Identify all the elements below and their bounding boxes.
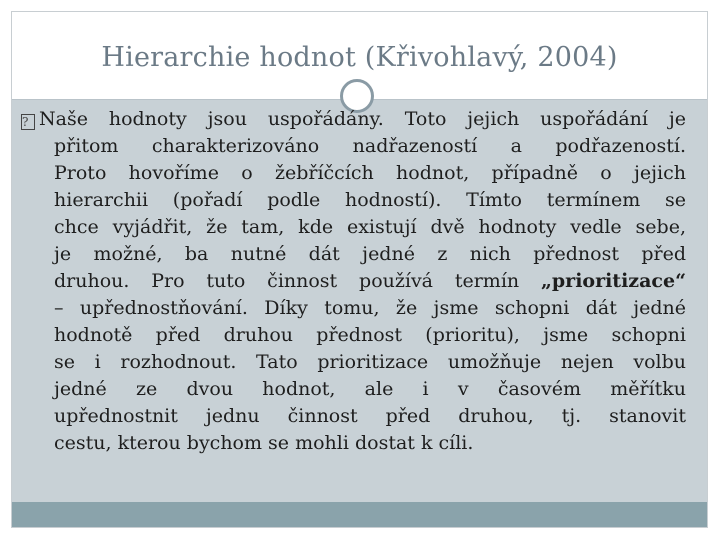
text-line: přitom charakterizováno nadřazeností a podřazeností.	[54, 135, 686, 157]
bottom-bar	[12, 502, 707, 527]
bullet-box-icon: ?	[21, 114, 35, 130]
text-line: Proto hovoříme o žebříčcích hodnot, případně o jejich	[54, 162, 686, 184]
body-text	[21, 106, 686, 457]
text-line: jedné ze dvou hodnot, ale i v časovém měřítku	[54, 378, 686, 400]
text-line: chce vyjádřit, že tam, kde existují dvě hodnoty vedle sebe,	[54, 216, 686, 238]
text-line: se i rozhodnout. Tato prioritizace umožňuje nejen volbu	[54, 351, 686, 373]
bold-term: „prioritizace“	[540, 270, 686, 292]
text-line: hodnotě před druhou přednost (prioritu), jsme schopni	[54, 324, 686, 346]
text-line	[21, 268, 686, 295]
text-segment: Naše hodnoty jsou uspořádány. Toto jejich uspořádání je	[39, 108, 686, 130]
text-line: hierarchii (pořadí podle hodností). Tímto termínem se	[54, 189, 686, 211]
text-line: cestu, kterou bychom se mohli dostat k cíli.	[54, 432, 474, 454]
text-line: – upřednostňování. Díky tomu, že jsme schopni dát jedné	[54, 297, 686, 319]
text-segment: druhou. Pro tuto činnost používá termín	[54, 270, 541, 292]
text-line: upřednostnit jednu činnost před druhou, tj. stanovit	[54, 405, 686, 427]
text-line	[21, 106, 686, 133]
text-line: je možné, ba nutné dát jedné z nich přednost před	[54, 243, 686, 265]
slide-title: Hierarchie hodnot (Křivohlavý, 2004)	[101, 42, 618, 73]
